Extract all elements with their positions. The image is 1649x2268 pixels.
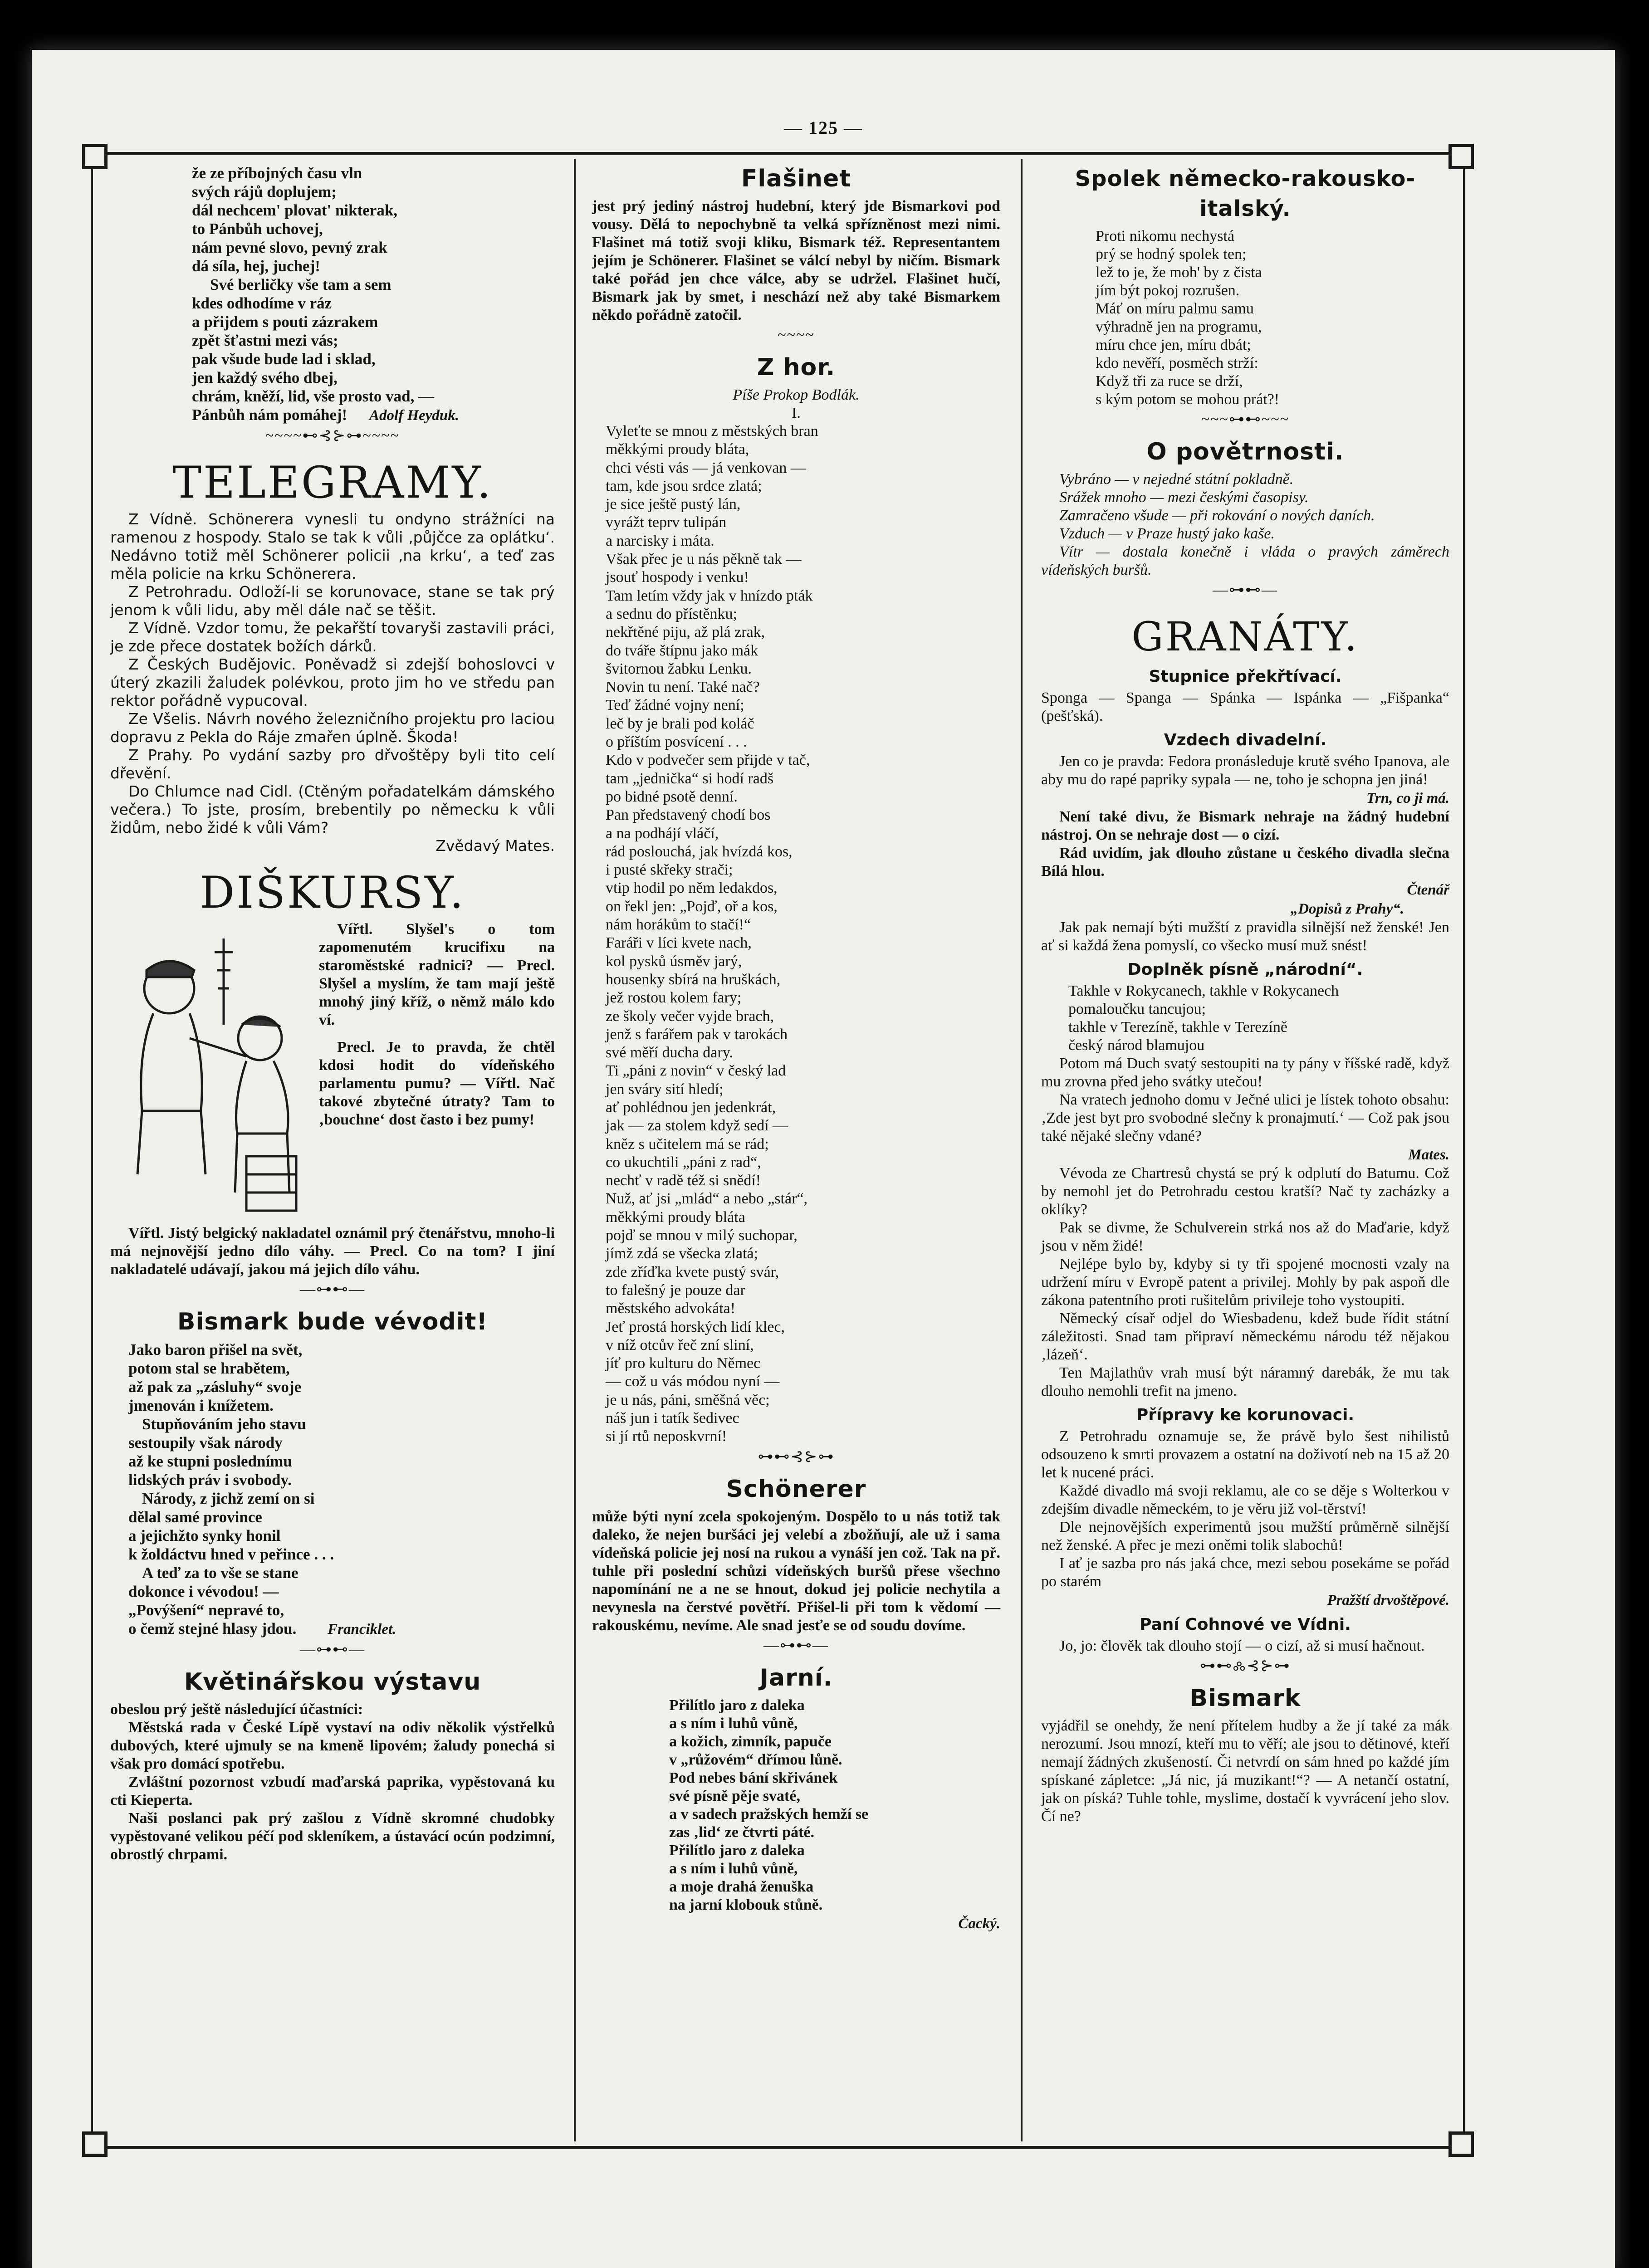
verse-line: jež rostou kolem fary; bbox=[606, 989, 742, 1007]
column-rule bbox=[1021, 159, 1023, 2141]
verse-line: Jako baron přišel na svět, bbox=[128, 1341, 303, 1359]
telegram-item: Do Chlumce nad Cidl. (Ctěným pořadatelkám dámského večera.) To jste, prosím, brebentily po německu k vůli židům, nebo židé k vůli Vám? bbox=[110, 782, 555, 836]
dialogue-paragraph: Precl. Je to pravda, že chtěl kdosi hodit do vídeňského parlamentu pumu? — Vířtl. Nač takové zbytečné útraty? Tam to ‚bouchne‘ dost často i bez pumy! bbox=[319, 1039, 555, 1128]
paragraph: Jen co je pravda: Fedora pronásleduje krutě svého Ipanova, ale aby mu do rapé papriky sypala — ne, toho je schopna jen jiná! bbox=[1041, 753, 1449, 788]
column-middle bbox=[592, 164, 1000, 1933]
two-men-illustration bbox=[110, 920, 310, 1220]
verse-line: takhle v Terezíně, takhle v Terezíně bbox=[1068, 1019, 1287, 1036]
verse-line: dál nechcem' plovat' nikterak, bbox=[192, 201, 398, 219]
signature: Adolf Heyduk. bbox=[369, 407, 460, 424]
paragraph: Dle nejnovějších experimentů jsou mužští průměrně silnější než ženské. A přec je mezi oněmi tolik slabochů! bbox=[1041, 1519, 1449, 1554]
verse-line: Pan představený chodí bos bbox=[606, 807, 771, 824]
telegramy-signature: Zvědavý Mates. bbox=[435, 837, 555, 855]
verse-line: až ke stupni poslednímu bbox=[128, 1452, 292, 1470]
verse-line: na jarní klobouk stůně. bbox=[669, 1896, 823, 1913]
paragraph: Ten Majlathův vrah musí být náramný darebák, že mu tak dlouho nemohli trefit na jmeno. bbox=[1041, 1364, 1449, 1399]
verse-line: jen sváry sití hledí; bbox=[606, 1080, 724, 1098]
verse-line: pojď se mnou v milý suchopar, bbox=[606, 1227, 798, 1244]
verse-line: zde zříďka kvete pustý svár, bbox=[606, 1263, 779, 1281]
verse-line: rád poslouchá, jak hvízdá kos, bbox=[606, 843, 793, 860]
telegram-item: Z Prahy. Po vydání sazby pro dřvoštěpy byli tito celí dřevění. bbox=[110, 746, 555, 782]
schonerer-heading: Schönerer bbox=[726, 1475, 866, 1503]
jarni-heading: Jarní. bbox=[759, 1664, 833, 1691]
frame-corner-ornament bbox=[82, 144, 108, 169]
page-frame bbox=[91, 152, 1465, 2149]
verse-line: jíť pro kulturu do Němec bbox=[606, 1355, 761, 1372]
verse-line: měkkými proudy bláta, bbox=[606, 441, 749, 458]
povetrnosti-body bbox=[1041, 470, 1449, 579]
verse-line: a přijdem s pouti zázrakem bbox=[192, 313, 378, 331]
weather-line: Vzduch — v Praze hustý jako kaše. bbox=[1059, 525, 1275, 542]
weather-line: Zamračeno všude — při rokování o nových daních. bbox=[1059, 507, 1375, 524]
paragraph: Vévoda ze Chartresů chystá se prý k odplutí do Batumu. Což by nemohl jet do Petrohradu cestou kratší? Nač ty zacházky a oklíky? bbox=[1041, 1165, 1449, 1218]
bismark-vevodit-heading: Bismark bude vévodit! bbox=[177, 1308, 488, 1335]
frame-corner-ornament bbox=[1448, 2131, 1474, 2157]
granaty-heading: GRANÁTY. bbox=[1131, 613, 1359, 660]
verse-line: jím být pokoj rozrušen. bbox=[1096, 282, 1240, 299]
verse-line: Máť on míru palmu samu bbox=[1096, 300, 1254, 317]
verse-line: o příštím posvícení . . . bbox=[606, 733, 747, 751]
verse-line: Pod nebes bání skřivánek bbox=[669, 1769, 838, 1786]
signature: Čacký. bbox=[958, 1915, 1000, 1932]
verse-line: nám horákům to stačí!“ bbox=[606, 916, 751, 934]
verse-line: v „růžovém“ dřímou lůně. bbox=[669, 1751, 842, 1768]
dialogue-paragraph: Vířtl. Jistý belgický nakladatel oznámil prý čtenářstvu, mnoho-li má nejnovější jedno dílo váhy. — Precl. Co na tom? I jiní nakladatelé udávají, jakou má jejich dílo váhu. bbox=[110, 1225, 555, 1278]
verse-line: chci vésti vás — já venkovan — bbox=[606, 459, 806, 476]
verse-line: Jeť prostá horských lidí klec, bbox=[606, 1318, 785, 1335]
frame-corner-ornament bbox=[1448, 144, 1474, 169]
verse-line: dokonce i vévodou! — bbox=[128, 1583, 279, 1600]
verse-line: potom stal se hrabětem, bbox=[128, 1359, 290, 1377]
paragraph: Rád uvidím, jak dlouho zůstane u českého divadla slečna Bílá hlou. bbox=[1041, 845, 1449, 880]
doplnek-heading: Doplněk písně „národní“. bbox=[1127, 960, 1363, 979]
verse-line: co ukuchtili „páni z rad“, bbox=[606, 1154, 761, 1171]
verse-line: Vyleťte se mnou z městských bran bbox=[606, 423, 818, 440]
verse-line: kněz s učitelem má se rád; bbox=[606, 1135, 769, 1153]
verse-line: Nuž, ať jsi „mlád“ a nebo „stár“, bbox=[606, 1190, 808, 1207]
paragraph: I ať je sazba pro nás jaká chce, mezi sebou posekáme se pořád po starém bbox=[1041, 1555, 1449, 1590]
verse-line: kdes odhodíme v ráz bbox=[192, 294, 332, 312]
verse-line: jak — za stolem když sedí — bbox=[606, 1117, 788, 1134]
column-right bbox=[1041, 164, 1449, 1826]
weather-line: Srážek mnoho — mezi českými časopisy. bbox=[1059, 489, 1309, 506]
signature: Čtenář bbox=[1407, 882, 1449, 898]
paragraph: Naši poslanci pak prý zašlou z Vídně skromné chudobky vypěstované velikou péčí pod skleníkem, a ústavácí ocún podzimní, obrostlý chrpami. bbox=[110, 1810, 555, 1863]
verse-line: a v sadech pražských hemží se bbox=[669, 1805, 869, 1823]
verse-line: dělal samé province bbox=[128, 1508, 262, 1526]
ornament-divider: —⊶⊷— bbox=[300, 1641, 365, 1658]
verse-line: chrám, kněží, lid, vše prosto vad, — bbox=[192, 387, 435, 405]
verse-line: si jí rtů neposkvrní! bbox=[606, 1428, 727, 1445]
verse-line: jenž s farářem pak v tarokách bbox=[606, 1026, 788, 1043]
verse-line: lež to je, že moh' by z čista bbox=[1096, 264, 1262, 281]
verse-line: dá síla, hej, juchej! bbox=[192, 257, 320, 275]
scan-edge bbox=[1631, 0, 1649, 2268]
verse-line: Novin tu není. Také nač? bbox=[606, 679, 760, 696]
verse-line: je sice ještě pustý lán, bbox=[606, 496, 741, 513]
povetrnosti-heading: O povětrnosti. bbox=[1146, 438, 1344, 465]
paragraph: Každé divadlo má svoji reklamu, ale co se děje s Wolterkou v zdejším divadle německém, to je věru již vol-těrství! bbox=[1041, 1482, 1449, 1517]
verse-line: i pusté skřeky strači; bbox=[606, 861, 733, 879]
z-hor-heading: Z hor. bbox=[757, 354, 836, 381]
jarni-poem bbox=[592, 1696, 1000, 1914]
ornament-divider: —⊶⊷— bbox=[1213, 582, 1278, 598]
paragraph: Na vratech jednoho domu v Ječné ulici je lístek tohoto obsahu: ‚Zde jest byt pro svobodné slečny k pronajmutí.‘ — Což pak jsou také nějaké slečny vdané? bbox=[1041, 1091, 1449, 1144]
verse-line: Národy, z jichž zemí on si bbox=[142, 1490, 315, 1507]
page-number: — 125 — bbox=[784, 117, 863, 138]
verse-line: to falešný je pouze dar bbox=[606, 1281, 745, 1299]
verse-line: zas ‚lid‘ ze čtvrti páté. bbox=[669, 1823, 815, 1841]
verse-line: náš jun i tatík šedivec bbox=[606, 1410, 739, 1427]
signature: „Dopisů z Prahy“. bbox=[1290, 901, 1404, 917]
verse-line: k žoldáctvu hned v peřince . . . bbox=[128, 1545, 334, 1563]
verse-line: lidských práv i svobody. bbox=[128, 1471, 292, 1489]
verse-line: ze školy večer vyjde brach, bbox=[606, 1007, 774, 1025]
verse-line: do tváře štípnu jako mák bbox=[606, 642, 758, 659]
paragraph: Z Petrohradu oznamuje se, že právě bylo šest nihilistů odsouzeno k smrti provazem a ostatní na doživotí neb na 15 až 20 let k nucené práci. bbox=[1041, 1428, 1449, 1481]
verse-line: je u nás, páni, směšná věc; bbox=[606, 1391, 770, 1408]
verse-line: to Pánbůh uchovej, bbox=[192, 220, 323, 238]
verse-line: míru chce jen, míru dbát; bbox=[1096, 337, 1251, 353]
z-hor-author: Píše Prokop Bodlák. bbox=[733, 386, 860, 403]
ornament-divider: ~~~~ bbox=[778, 327, 815, 343]
verse-line: že ze příbojných času vln bbox=[192, 164, 362, 182]
ornament-divider: —⊶⊷— bbox=[763, 1637, 829, 1654]
verse-line: pak všude bude lad i sklad, bbox=[192, 350, 376, 368]
verse-line: po bidné psotě denní. bbox=[606, 788, 738, 805]
cohn-heading: Paní Cohnové ve Vídni. bbox=[1140, 1615, 1351, 1634]
diskursy-heading: DIŠKURSY. bbox=[200, 867, 465, 918]
verse-line: a kožich, zimník, papuče bbox=[669, 1733, 832, 1750]
flasinet-body: jest prý jediný nástroj hudební, který jde Bismarkovi pod vousy. Dělá to nepochybně ta velká spřízněnost mezi nimi. Flašinet má totiž svoji kliku, Bismark též. Representantem jejím je Schönerer. Flašinet se válcí nebyl by ničím. Bismark také pořád jen chce válce, aby se udržel. Flašinet hučí, Bismark jak by smet, i neschází než aby také Bismarkem někdo pořádně zatočil. bbox=[592, 198, 1000, 323]
z-hor-part-number: I. bbox=[792, 405, 801, 421]
paragraph: Německý císař odjel do Wiesbadenu, kdež bude řídit státní záležitosti. Snad tam připraví německému národu též nějakou ‚lázeň‘. bbox=[1041, 1310, 1449, 1363]
paragraph: Není také divu, že Bismark nehraje na žádný hudební nástroj. On se nehraje dost — o cizí. bbox=[1041, 808, 1449, 843]
paragraph: Jo, jo: člověk tak dlouho stojí — o cizí, až si musí hačnout. bbox=[1059, 1637, 1425, 1654]
verse-line: jímž zdá se všecka zlatá; bbox=[606, 1245, 758, 1262]
weather-line: Vybráno — v nejedné státní pokladně. bbox=[1059, 471, 1294, 488]
verse-line: své měří ducha dary. bbox=[606, 1044, 734, 1061]
kvetinarska-body bbox=[110, 1701, 555, 1864]
verse-line: Však přec je u nás pěkně tak — bbox=[606, 551, 802, 568]
frame-corner-ornament bbox=[82, 2131, 108, 2157]
verse-line: jsouť hospody i venku! bbox=[606, 569, 749, 586]
verse-line: své písně pěje svaté, bbox=[669, 1787, 800, 1804]
ornament-divider: ~~~⊶⊷~~~ bbox=[1201, 411, 1290, 428]
ornament-divider: ⊶⊷⊰⊱⊶ bbox=[758, 1448, 835, 1465]
ornament-divider: ⊶⊷🝆⊰⊱⊶ bbox=[1200, 1657, 1291, 1674]
diskursy-body bbox=[110, 920, 555, 1279]
verse-line: Přilítlo jaro z daleka bbox=[669, 1842, 805, 1859]
verse-line: A teď za to vše se stane bbox=[142, 1564, 298, 1582]
ornament-divider: —⊶⊷— bbox=[300, 1281, 365, 1298]
verse-line: Své berličky vše tam a sem bbox=[210, 276, 391, 293]
verse-line: švitornou žabku Lenku. bbox=[606, 660, 752, 677]
telegram-item: Z Vídně. Schönerera vynesli tu ondyno strážníci na ramenou z hospody. Stalo se tak k vůli ‚půjčce za oplátku‘. Nedávno totiž měl Schönerer policii ‚na krku‘, a teď zas měla policie na krku Schönerera. bbox=[110, 510, 555, 582]
verse-line: Přilítlo jaro z daleka bbox=[669, 1696, 805, 1714]
verse-line-with-signature: Pánbůh nám pomáhej! Adolf Heyduk. bbox=[192, 406, 460, 424]
verse-line: vyrážt teprv tulipán bbox=[606, 514, 727, 531]
verse-line: a na podhájí vláčí, bbox=[606, 825, 719, 842]
verse-line: prý se hodný spolek ten; bbox=[1096, 246, 1247, 263]
telegramy-heading: TELEGRAMY. bbox=[172, 457, 493, 508]
verse-line: housenky sbírá na hruškách, bbox=[606, 971, 781, 988]
verse-line: tam, kde jsou srdce zlatá; bbox=[606, 477, 762, 494]
verse-line: Proti nikomu nechystá bbox=[1096, 228, 1234, 244]
verse-line: zpět šťastni mezi vás; bbox=[192, 332, 338, 349]
signature: Pražští drvoštěpové. bbox=[1327, 1592, 1449, 1608]
pripravy-heading: Přípravy ke korunovaci. bbox=[1136, 1406, 1355, 1424]
verse-line: jen každý svého dbej, bbox=[192, 369, 338, 386]
signature: Franciklet. bbox=[328, 1621, 396, 1637]
verse-line: a sednu do přístěnku; bbox=[606, 605, 737, 622]
weather-line: Vítr — dostala konečně i vláda o pravých záměrech vídeňských buršů. bbox=[1041, 543, 1449, 578]
schonerer-body: může býti nyní zcela spokojeným. Dospělo to u nás totiž tak daleko, že nejen buršáci jej velebí a zbožňují, ale už i sama vídeňská policie jej nosí na rukou a vynáší jen což. Tak na př. tuhle při poslední schůzi vídeňských buršů přese všechno napomínání ne a ne se hnout, dokud jej policie nechytila a nevynesla na čerstvé povětří. Přišel-li při tom k vědomí — rakouskému, nevíme. Ale snad jesťe se od soudu dovíme. bbox=[592, 1508, 1000, 1634]
verse-line: městského advokáta! bbox=[606, 1300, 736, 1317]
stupnice-heading: Stupnice překřtívací. bbox=[1149, 667, 1342, 686]
verse-line: nekřtěné piju, až plá zrak, bbox=[606, 624, 765, 641]
verse-line: až pak za „zásluhy“ svoje bbox=[128, 1378, 302, 1396]
verse-line: sestoupily však národy bbox=[128, 1434, 283, 1452]
bismark-poem bbox=[110, 1340, 555, 1639]
verse-line: ať pohlédnou jen jedenkrát, bbox=[606, 1099, 776, 1116]
paragraph: Sponga — Spanga — Spánka — Ispánka — „Fišpanka“ (pešťská). bbox=[1041, 689, 1449, 724]
telegram-item: Ze Všelis. Návrh nového železničního projektu pro laciou dopravu z Pekla do Ráje zmařen úplně. Škoda! bbox=[110, 710, 555, 746]
verse-line: kol pysků úsměv jarý, bbox=[606, 953, 742, 970]
column-left bbox=[110, 164, 555, 1864]
verse-line: — což u vás módou nyní — bbox=[606, 1373, 780, 1390]
verse-line: svých rájů doplujem; bbox=[192, 183, 337, 200]
poem-top bbox=[110, 164, 555, 425]
ornament-divider: ~~~~⊷⊰⊱⊶~~~~ bbox=[265, 427, 400, 444]
signature: Trn, co ji má. bbox=[1366, 790, 1449, 807]
verse-line: jmenován i knížetem. bbox=[128, 1397, 274, 1414]
paragraph: Zvláštní pozornost vzbudí maďarská paprika, vypěstovaná ku cti Kieperta. bbox=[110, 1774, 555, 1809]
verse-line: Ti „páni z novin“ v český lad bbox=[606, 1062, 786, 1080]
telegram-item: Z Petrohradu. Odloží-li se korunovace, stane se tak prý jenom k vůli lidu, aby měl dále nač se těšit. bbox=[110, 583, 555, 619]
telegram-item: Z Vídně. Vzdor tomu, že pekařští tovaryši zastavili práci, je zde přece dostatek božích dárků. bbox=[110, 619, 555, 655]
verse-line: v níž otcův řeč zní sliní, bbox=[606, 1336, 754, 1354]
verse-line: s kým potom se mohou prát?! bbox=[1096, 391, 1280, 408]
verse-line: vtip hodil po něm ledakdos, bbox=[606, 880, 778, 897]
verse-line: Takhle v Rokycanech, takhle v Rokycanech bbox=[1068, 982, 1339, 999]
kvetinarska-heading: Květinářskou výstavu bbox=[184, 1668, 481, 1696]
verse-line: „Povýšení“ nepravé to, bbox=[128, 1601, 284, 1619]
verse-line: nechť v radě též si snědí! bbox=[606, 1172, 761, 1189]
verse-line: výhradně jen na programu, bbox=[1096, 318, 1262, 335]
verse-line: kdo nevěří, posměch strží: bbox=[1096, 355, 1258, 371]
signature: Mates. bbox=[1408, 1147, 1449, 1163]
verse-line: český národ blamujou bbox=[1068, 1037, 1205, 1054]
z-hor-poem bbox=[592, 422, 1000, 1446]
verse-line: nám pevné slovo, pevný zrak bbox=[192, 239, 387, 256]
verse-line: pomaloučku tancujou; bbox=[1068, 1001, 1206, 1017]
dialogue-paragraph: Vířtl. Slyšel's o tom zapomenutém krucifixu na staroměstské radnici? — Precl. Slyšel a myslím, že tam mají ještě mnohý jiný kříž, o němž málo kdo ví. bbox=[319, 921, 555, 1028]
verse-line: Faráři v líci kvete nach, bbox=[606, 934, 752, 952]
paragraph: Pak se divme, že Schulverein strká nos až do Maďarie, když jsou v něm židé! bbox=[1041, 1219, 1449, 1254]
bismark-heading: Bismark bbox=[1189, 1685, 1301, 1712]
verse-line: Když tři za ruce se drží, bbox=[1096, 373, 1243, 390]
spolek-heading: Spolek německo-rakousko-italský. bbox=[1075, 166, 1416, 221]
telegramy-body bbox=[110, 510, 555, 855]
paragraph: Potom má Duch svatý sestoupiti na ty pány v říšské radě, když mu zrovna před jeho svátky utečou! bbox=[1041, 1055, 1449, 1090]
verse-line: Stupňováním jeho stavu bbox=[142, 1415, 306, 1433]
verse-line: a narcisky i máta. bbox=[606, 532, 714, 549]
verse-line: Teď žádné vojny není; bbox=[606, 697, 744, 714]
verse-line: leč by je brali pod koláč bbox=[606, 715, 754, 732]
verse-line-with-signature: o čemž stejné hlasy jdou. Franciklet. bbox=[128, 1620, 396, 1637]
paragraph: Nejlépe bylo by, kdyby si ty tři spojené mocnosti vzaly na udržení míru v Evropě patent a privilej. Mohly by pak aspoň dle zákona patentního proti rušitelům privileje toho vystoupiti. bbox=[1041, 1256, 1449, 1309]
paragraph: vyjádřil se onehdy, že není přítelem hudby a že jí také za mák nerozumí. Jsou mnozí, kteří mu to věří; ale jsou to dětinové, kteří nemají žádných zkušeností. Či netvrdí on sám hned po každé jím spískané zápletce: „Já nic, já muzikant!“? — A netančí ostatní, jak on píská? Tuhle tohle, myslime, dostačí k vyvrácení jeho slov. Čí ne? bbox=[1041, 1717, 1449, 1825]
doplnek-poem bbox=[1041, 982, 1449, 1055]
newspaper-page bbox=[32, 50, 1615, 2268]
telegram-item: Z Českých Budějovic. Poněvadž si zdejší bohoslovci v úterý zkazili žaludek polévkou, proto jim ho ve středu pan rektor pořádně vypucoval. bbox=[110, 655, 555, 709]
verse-line: a s ním i luhů vůně, bbox=[669, 1715, 798, 1732]
verse-line: Kdo v podvečer sem přijde v tač, bbox=[606, 752, 810, 769]
paragraph: Jak pak nemají býti mužští z pravidla silnější než ženské! Jen ať si každá žena pomyslí, co všecko musí muž snést! bbox=[1041, 919, 1449, 954]
paragraph: Městská rada v České Lípě vystaví na odiv několik výstřelků dubových, které ujmuly se na kmeně lipovém; žaludy ponechá si však pro domácí spotřebu. bbox=[110, 1719, 555, 1772]
verse-line: Tam letím vždy jak v hnízdo pták bbox=[606, 587, 813, 604]
paragraph: obeslou prý ještě následující účastníci: bbox=[110, 1701, 363, 1718]
spolek-poem bbox=[1041, 227, 1449, 409]
verse-line: on řekl jen: „Pojď, oř a kos, bbox=[606, 898, 778, 915]
verse-line: a moje drahá ženuška bbox=[669, 1878, 814, 1895]
verse-line: tam „jednička“ si hodí radš bbox=[606, 770, 774, 787]
verse-line: měkkými proudy bláta bbox=[606, 1208, 745, 1226]
flasinet-heading: Flašinet bbox=[741, 165, 851, 192]
vzdech-heading: Vzdech divadelní. bbox=[1164, 731, 1327, 749]
verse-line: a s ním i luhů vůně, bbox=[669, 1860, 798, 1877]
column-rule bbox=[574, 159, 576, 2141]
verse-line: a jejichžto synky honil bbox=[128, 1527, 281, 1545]
